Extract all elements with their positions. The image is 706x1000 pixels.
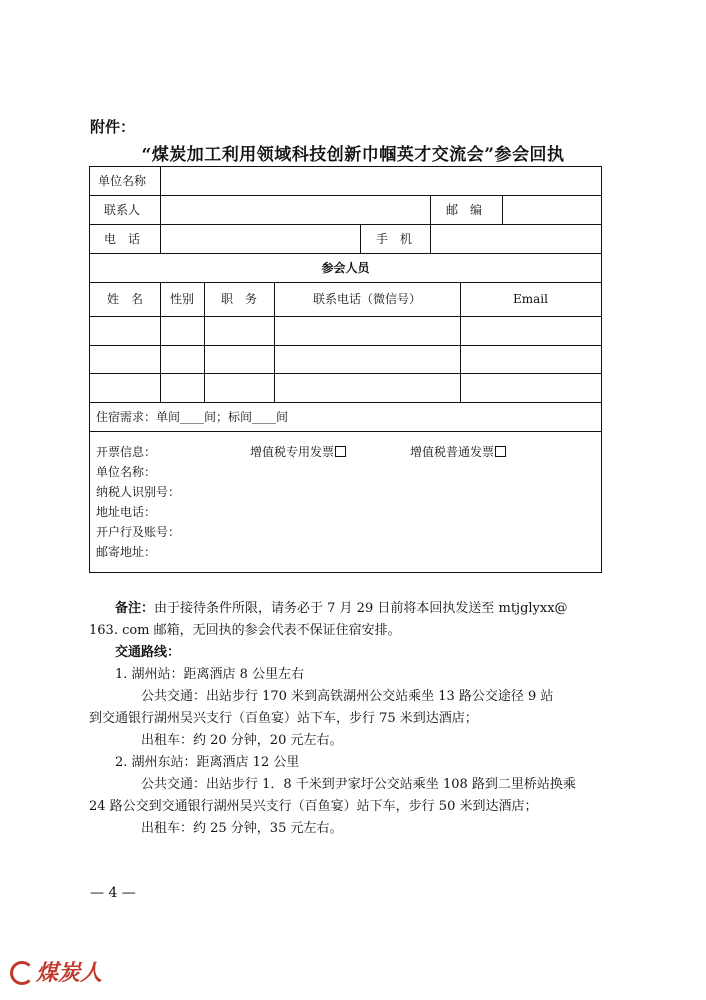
col-header-phone: 联系电话（微信号） (312, 292, 421, 306)
postcode-label: 邮 编 (446, 203, 483, 217)
participants-header: 参会人员 (321, 261, 370, 275)
remark-line-2: 163. com 邮箱，无回执的参会代表不保证住宿安排。 (89, 623, 401, 638)
registration-form (89, 166, 602, 573)
row-line (90, 373, 601, 374)
col-header-gender: 性别 (169, 292, 194, 306)
row-line (90, 282, 601, 283)
remark-line (89, 598, 619, 620)
notes-section (89, 598, 619, 840)
invoice-unit-label: 单位名称： (96, 465, 157, 479)
station2-title: 2. 湖州东站：距离酒店 12 公里 (115, 755, 300, 770)
vat-normal-checkbox[interactable] (495, 446, 506, 457)
row-line (90, 253, 601, 254)
col-line (430, 195, 431, 224)
col-line (160, 167, 161, 253)
vat-special-checkbox[interactable] (335, 446, 346, 457)
page-number: — 4 — (90, 885, 136, 901)
row-line (90, 316, 601, 317)
col-header-email: Email (513, 292, 548, 306)
station1-bus: 公共交通：出站步行 170 米到高铁湖州公交站乘坐 13 路公交途径 9 站 (141, 689, 554, 704)
vat-special-option (250, 445, 346, 459)
station2-bus: 公共交通：出站步行 1．8 千米到尹家圩公交站乘坐 108 路到二里桥站换乘 (141, 777, 576, 792)
station2-taxi: 出租车：约 25 分钟，35 元左右。 (141, 821, 343, 836)
invoice-info-label: 开票信息： (96, 445, 157, 459)
station1-title: 1. 湖州站：距离酒店 8 公里左右 (115, 667, 305, 682)
col-line (360, 224, 361, 253)
page-title: “煤炭加工利用领域科技创新巾帼英才交流会”参会回执 (141, 145, 565, 165)
coal-logo-icon (10, 961, 34, 985)
row-line (90, 224, 601, 225)
station1-bus-2: 到交通银行湖州吴兴支行（百鱼宴）站下车，步行 75 米到达酒店； (89, 711, 478, 726)
col-line (430, 224, 431, 253)
row-line (90, 195, 601, 196)
row-line (90, 402, 601, 403)
route-label: 交通路线： (115, 645, 181, 660)
bank-account-label: 开户行及账号： (96, 525, 181, 539)
remark-text: 由于接待条件所限，请务必于 7 月 29 日前将本回执发送至 mtjglyxx@ (154, 601, 568, 616)
contact-label: 联系人 (104, 203, 141, 217)
col-line (502, 195, 503, 224)
logo-text: 煤炭人 (36, 960, 103, 986)
accommodation-line: 住宿需求：单间____间；标间____间 (96, 410, 289, 424)
station2-bus-2: 24 路公交到交通银行湖州吴兴支行（百鱼宴）站下车，步行 50 米到达酒店； (89, 799, 538, 814)
attachment-label: 附件： (90, 118, 136, 136)
col-header-name: 姓 名 (106, 292, 143, 306)
col-header-position: 职 务 (220, 292, 257, 306)
brand-logo (10, 956, 102, 987)
vat-special-label: 增值税专用发票 (250, 445, 335, 459)
mobile-label: 手 机 (376, 232, 413, 246)
mail-address-label: 邮寄地址： (96, 545, 157, 559)
row-line (90, 431, 601, 432)
row-line (90, 345, 601, 346)
unit-name-label: 单位名称 (98, 174, 147, 188)
phone-label: 电 话 (104, 232, 141, 246)
address-phone-label: 地址电话： (96, 505, 157, 519)
vat-normal-option (410, 445, 506, 459)
remark-label: 备注： (115, 601, 155, 616)
vat-normal-label: 增值税普通发票 (410, 445, 495, 459)
station1-taxi: 出租车：约 20 分钟，20 元左右。 (141, 733, 343, 748)
taxpayer-id-label: 纳税人识别号： (96, 485, 181, 499)
